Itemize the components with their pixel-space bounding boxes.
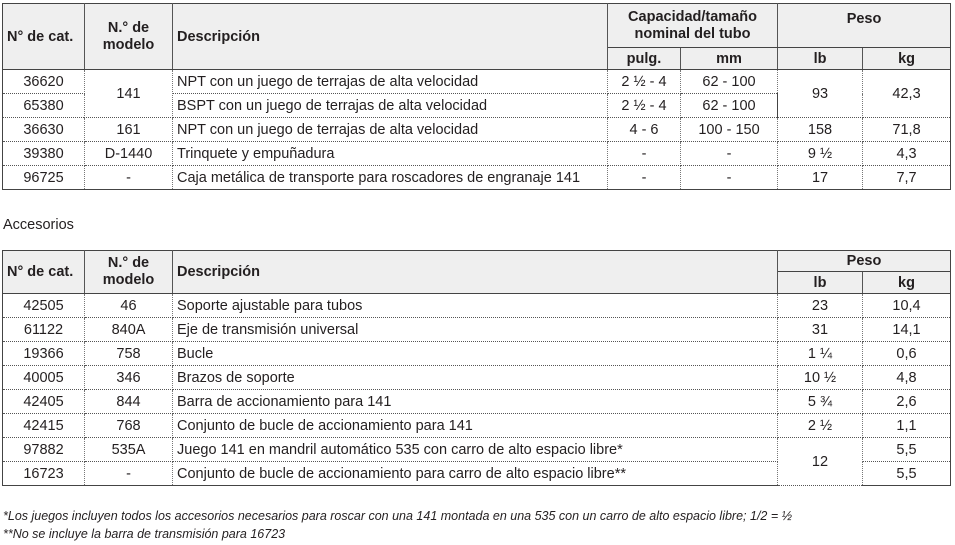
cell-kg: 10,4 (863, 294, 951, 318)
cell-lb: 10 ½ (778, 366, 863, 390)
table-row (3, 118, 951, 142)
cell-model: 141 (85, 70, 173, 118)
cell-lb: 2 ½ (778, 414, 863, 438)
cell-inches: 2 ½ - 4 (608, 94, 681, 118)
table-row (3, 342, 951, 366)
header-kg: kg (863, 48, 951, 70)
cell-inches: 2 ½ - 4 (608, 70, 681, 94)
header-lb: lb (778, 272, 863, 294)
table-row (3, 166, 951, 190)
cell-description: NPT con un juego de terrajas de alta velocidad (173, 70, 608, 94)
header-model-number: N.° de modelo (85, 251, 173, 294)
header-kg: kg (863, 272, 951, 294)
cell-kg: 0,6 (863, 342, 951, 366)
cell-cat: 65380 (3, 94, 85, 118)
spec-table-accessories (2, 250, 951, 486)
header-weight: Peso (778, 4, 951, 48)
cell-model: 346 (85, 366, 173, 390)
cell-description: Bucle (173, 342, 778, 366)
cell-lb: 12 (778, 438, 863, 486)
cell-description: Soporte ajustable para tubos (173, 294, 778, 318)
cell-model: 535A (85, 438, 173, 462)
cell-cat: 96725 (3, 166, 85, 190)
header-lb: lb (778, 48, 863, 70)
cell-cat: 36630 (3, 118, 85, 142)
cell-inches: - (608, 142, 681, 166)
cell-kg: 2,6 (863, 390, 951, 414)
header-weight: Peso (778, 251, 951, 272)
table-row (3, 438, 951, 462)
cell-kg: 1,1 (863, 414, 951, 438)
cell-lb: 93 (778, 70, 863, 118)
cell-kg: 4,3 (863, 142, 951, 166)
cell-cat: 42405 (3, 390, 85, 414)
section-title-accessories: Accesorios (3, 217, 74, 233)
cell-mm: 100 - 150 (681, 118, 778, 142)
table-row (3, 70, 951, 94)
cell-lb: 158 (778, 118, 863, 142)
cell-cat: 40005 (3, 366, 85, 390)
cell-kg: 4,8 (863, 366, 951, 390)
cell-description: Eje de transmisión universal (173, 318, 778, 342)
table-row (3, 294, 951, 318)
header-inches: pulg. (608, 48, 681, 70)
header-model-number: N.° de modelo (85, 4, 173, 70)
cell-cat: 42415 (3, 414, 85, 438)
cell-description: Conjunto de bucle de accionamiento para carro de alto espacio libre** (173, 462, 778, 486)
footnote-drive-bar: **No se incluye la barra de transmisión para 16723 (3, 527, 286, 541)
cell-inches: 4 - 6 (608, 118, 681, 142)
cell-mm: - (681, 142, 778, 166)
header-cat-number: N° de cat. (3, 4, 85, 70)
cell-lb: 23 (778, 294, 863, 318)
cell-inches: - (608, 166, 681, 190)
cell-description: Caja metálica de transporte para roscadores de engranaje 141 (173, 166, 608, 190)
cell-mm: - (681, 166, 778, 190)
table-row (3, 142, 951, 166)
table-row (3, 318, 951, 342)
cell-model: 46 (85, 294, 173, 318)
cell-cat: 97882 (3, 438, 85, 462)
header-mm: mm (681, 48, 778, 70)
cell-cat: 36620 (3, 70, 85, 94)
cell-model: 844 (85, 390, 173, 414)
cell-kg: 42,3 (863, 70, 951, 118)
header-cat-number: N° de cat. (3, 251, 85, 294)
table-row (3, 366, 951, 390)
cell-kg: 14,1 (863, 318, 951, 342)
cell-model: 161 (85, 118, 173, 142)
cell-model: 758 (85, 342, 173, 366)
header-description: Descripción (173, 251, 778, 294)
cell-description: BSPT con un juego de terrajas de alta velocidad (173, 94, 608, 118)
cell-mm: 62 - 100 (681, 94, 778, 118)
cell-description: Trinquete y empuñadura (173, 142, 608, 166)
cell-model: 768 (85, 414, 173, 438)
cell-lb: 1 ¼ (778, 342, 863, 366)
cell-mm: 62 - 100 (681, 70, 778, 94)
cell-lb: 9 ½ (778, 142, 863, 166)
cell-model: - (85, 166, 173, 190)
footnote-kits: *Los juegos incluyen todos los accesorios necesarios para roscar con una 141 montada en una 535 con un carro de alto espacio libre; 1/2 = ½ (3, 509, 793, 523)
cell-lb: 17 (778, 166, 863, 190)
header-description: Descripción (173, 4, 608, 70)
cell-lb: 5 ¾ (778, 390, 863, 414)
cell-description: Conjunto de bucle de accionamiento para 141 (173, 414, 778, 438)
cell-cat: 42505 (3, 294, 85, 318)
cell-model: D-1440 (85, 142, 173, 166)
cell-model: 840A (85, 318, 173, 342)
table-row (3, 414, 951, 438)
spec-table-main (2, 3, 951, 190)
cell-cat: 19366 (3, 342, 85, 366)
cell-cat: 39380 (3, 142, 85, 166)
table-row (3, 390, 951, 414)
cell-description: Juego 141 en mandril automático 535 con carro de alto espacio libre* (173, 438, 778, 462)
header-capacity: Capacidad/tamaño nominal del tubo (608, 4, 778, 48)
cell-description: Brazos de soporte (173, 366, 778, 390)
cell-kg: 5,5 (863, 462, 951, 486)
cell-kg: 71,8 (863, 118, 951, 142)
cell-description: Barra de accionamiento para 141 (173, 390, 778, 414)
cell-model: - (85, 462, 173, 486)
cell-description: NPT con un juego de terrajas de alta velocidad (173, 118, 608, 142)
cell-kg: 5,5 (863, 438, 951, 462)
cell-lb: 31 (778, 318, 863, 342)
cell-kg: 7,7 (863, 166, 951, 190)
cell-cat: 61122 (3, 318, 85, 342)
cell-cat: 16723 (3, 462, 85, 486)
